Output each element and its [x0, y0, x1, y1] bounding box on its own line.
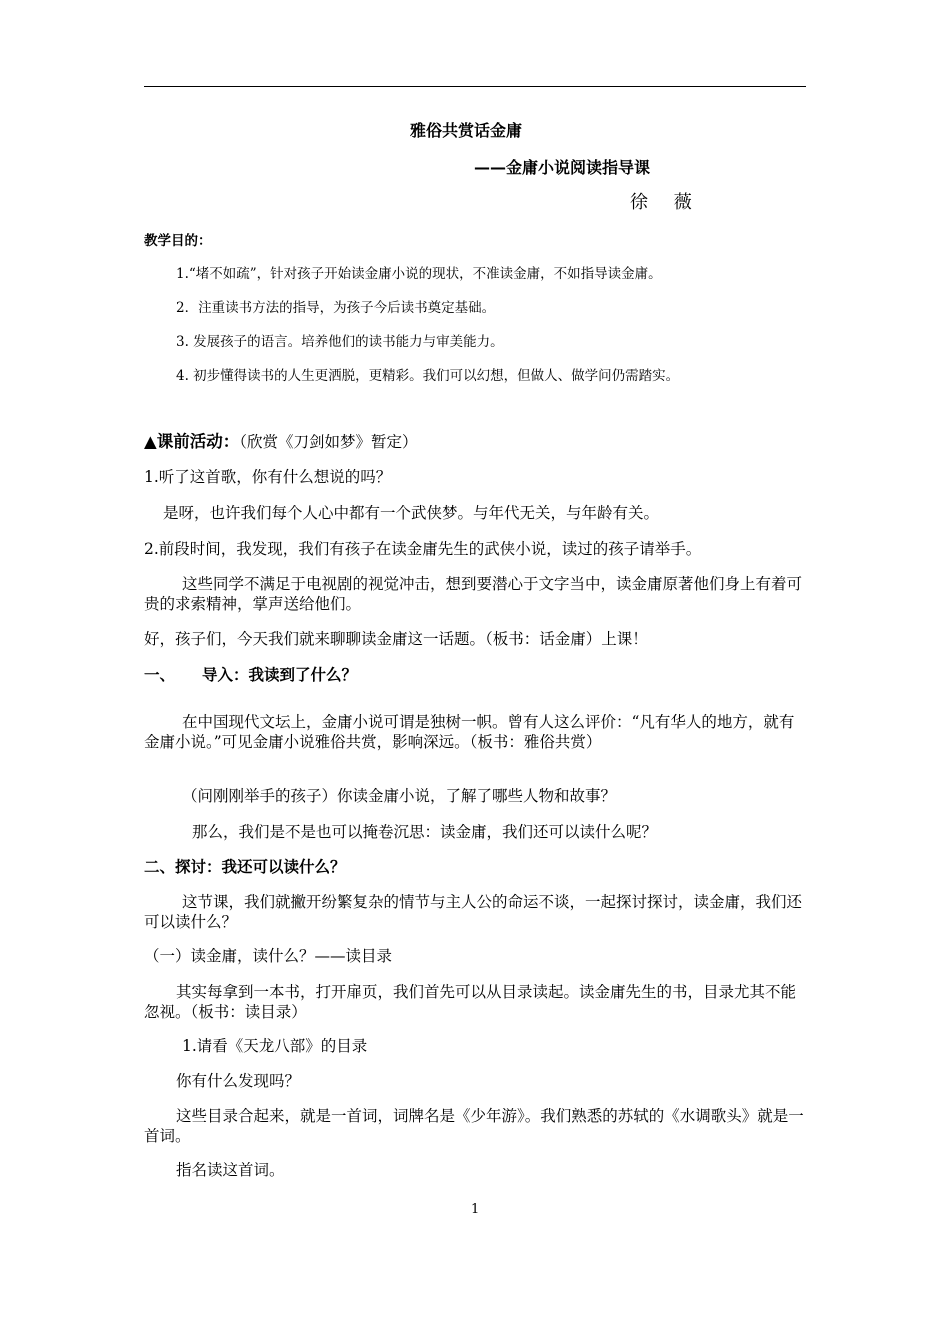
- pre-activity-line: [144, 432, 417, 452]
- paragraph: 那么，我们是不是也可以掩卷沉思：读金庸，我们还可以读什么呢？: [192, 823, 658, 841]
- page-number: 1: [471, 1202, 480, 1217]
- header-rule: [144, 86, 806, 87]
- paragraph: 这些目录合起来，就是一首词，词牌名是《少年游》。我们熟悉的苏轼的《水调歌头》就是一首词。: [144, 1107, 804, 1145]
- paragraph: 你有什么发现吗？: [176, 1072, 301, 1090]
- objectives-heading: 教学目的：: [144, 233, 212, 249]
- section-1-number: 一、: [144, 666, 176, 684]
- objective-item: 3. 发展孩子的语言。培养他们的读书能力与审美能力。: [176, 334, 504, 350]
- objective-item: 4. 初步懂得读书的人生更洒脱，更精彩。我们可以幻想，但做人、做学问仍需踏实。: [176, 368, 680, 384]
- pre-activity-note: （欣赏《刀剑如梦》暂定）: [239, 433, 418, 451]
- objective-item: 1.“堵不如疏”，针对孩子开始读金庸小说的现状，不准读金庸，不如指导读金庸。: [176, 266, 662, 282]
- answer-1: 是呀，也许我们每个人心中都有一个武侠梦。与年代无关，与年龄有关。: [163, 504, 660, 522]
- paragraph: 指名读这首词。: [176, 1161, 285, 1179]
- question-2: 2.前段时间，我发现，我们有孩子在读金庸先生的武侠小说，读过的孩子请举手。: [144, 540, 702, 558]
- section-1-heading: 导入：我读到了什么？: [202, 666, 358, 684]
- paragraph: 其实每拿到一本书，打开扉页，我们首先可以从目录读起。读金庸先生的书，目录尤其不能忽视。（板书：读目录）: [144, 983, 797, 1021]
- paragraph: 这节课，我们就撇开纷繁复杂的情节与主人公的命运不谈，一起探讨探讨，读金庸，我们还可以读什么？: [144, 893, 803, 931]
- paragraph: 在中国现代文坛上，金庸小说可谓是独树一帜。曾有人这么评价：“凡有华人的地方，就有金庸小说。”可见金庸小说雅俗共赏，影响深远。（板书：雅俗共赏）: [144, 713, 795, 751]
- paragraph: 好，孩子们，今天我们就来聊聊读金庸这一话题。（板书：话金庸）上课！: [144, 630, 648, 648]
- pre-activity-heading: ▲课前活动：: [144, 432, 240, 451]
- doc-title: 雅俗共赏话金庸: [410, 121, 523, 140]
- paragraph: 这些同学不满足于电视剧的视觉冲击，想到要潜心于文字当中，读金庸原著他们身上有着可贵的求索精神，掌声送给他们。: [144, 575, 803, 613]
- paragraph: 1.请看《天龙八部》的目录: [182, 1037, 368, 1055]
- paragraph: （问刚刚举手的孩子）你读金庸小说，了解了哪些人物和故事？: [182, 787, 617, 805]
- subsection-1-heading: （一）读金庸，读什么？——读目录: [144, 947, 393, 965]
- objective-item: 2．注重读书方法的指导，为孩子今后读书奠定基础。: [176, 300, 496, 316]
- question-1: 1.听了这首歌，你有什么想说的吗？: [144, 468, 392, 486]
- author-name: 徐 薇: [630, 192, 702, 213]
- doc-subtitle: ——金庸小说阅读指导课: [474, 158, 651, 177]
- section-2-heading: 二、探讨：我还可以读什么？: [144, 858, 346, 876]
